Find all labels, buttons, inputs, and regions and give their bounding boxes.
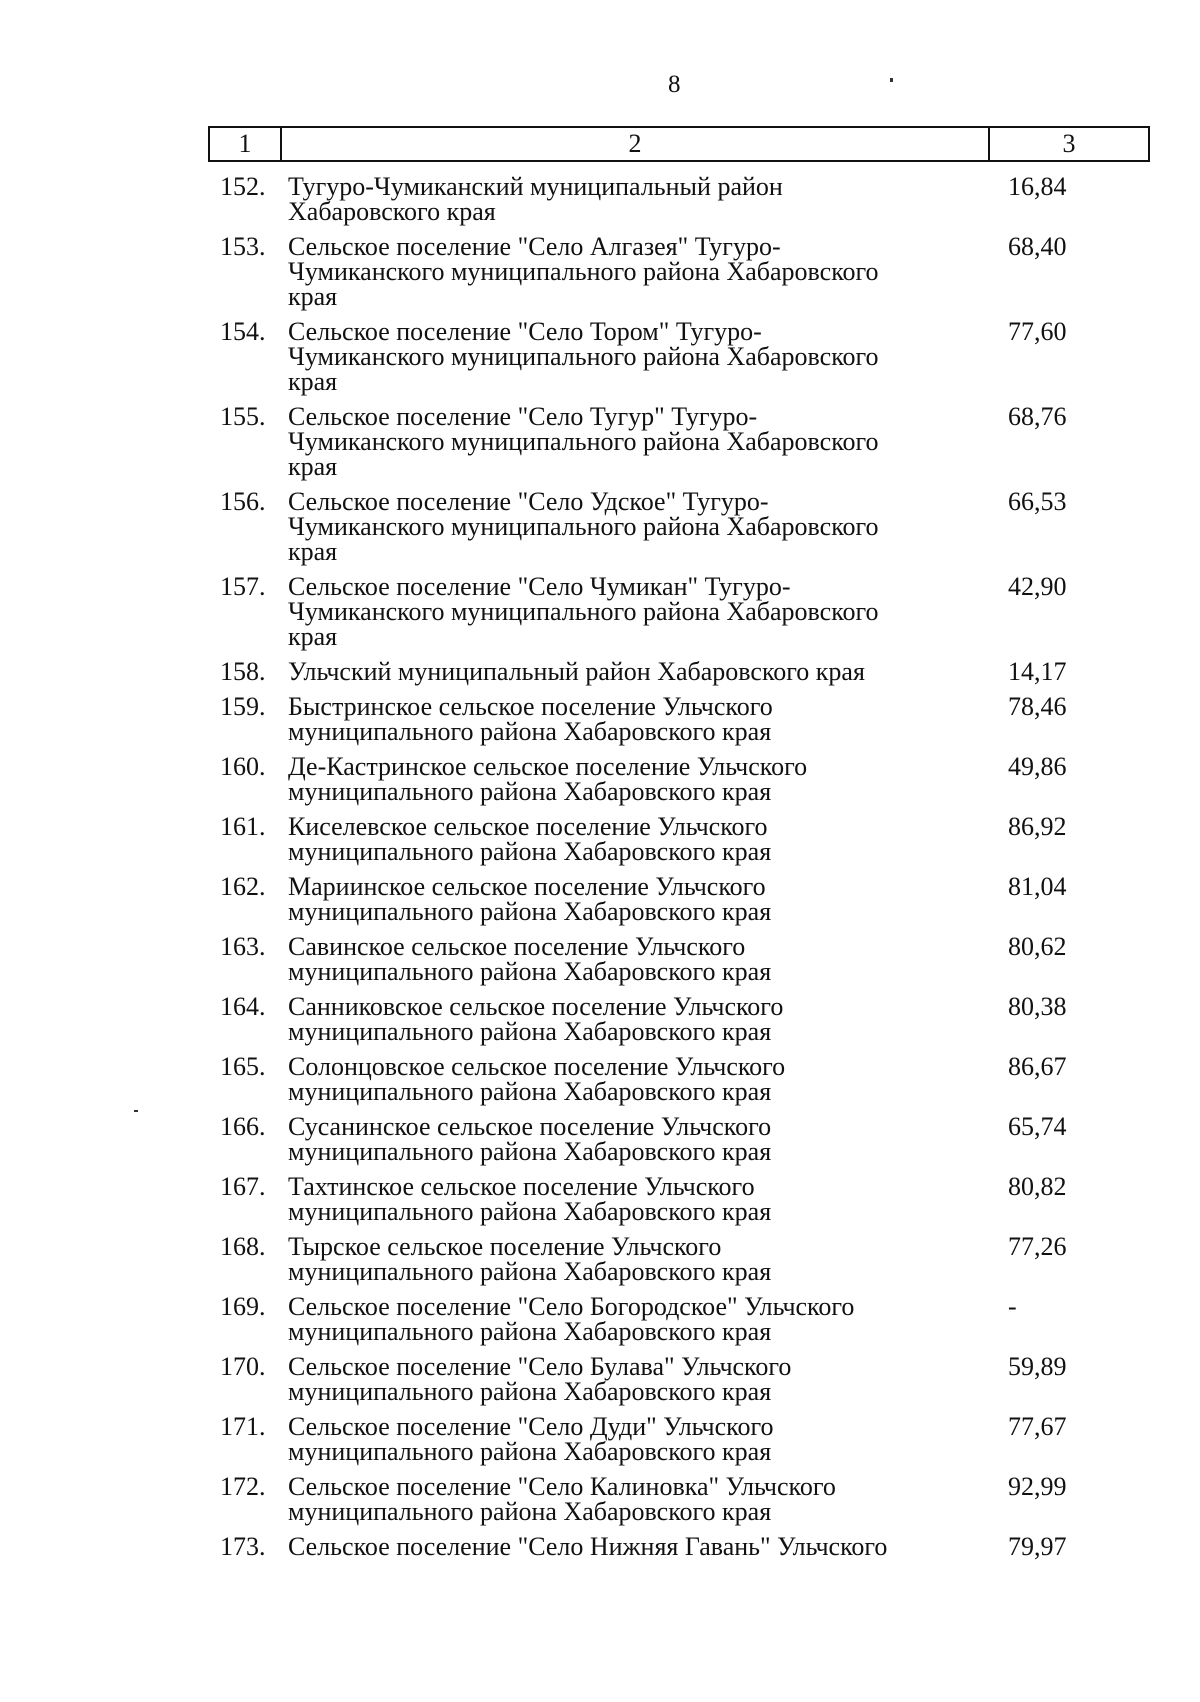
table-row [208, 1474, 1150, 1524]
row-number: 161. [220, 812, 266, 841]
row-number: 166. [220, 1112, 266, 1141]
table-header [208, 126, 1150, 162]
row-value: 68,76 [1008, 402, 1067, 431]
table-row [208, 814, 1150, 864]
table-row [208, 1294, 1150, 1344]
row-value: 81,04 [1008, 872, 1067, 901]
row-value: 59,89 [1008, 1352, 1067, 1381]
row-number: 158. [220, 657, 266, 686]
row-number: 162. [220, 872, 266, 901]
scan-speck [890, 78, 893, 82]
table-row [208, 1414, 1150, 1464]
row-name: Тахтинское сельское поселение Ульчского муниципального района Хабаровского края [288, 1172, 772, 1226]
table-row [208, 234, 1150, 309]
row-number: 152. [220, 172, 266, 201]
table-row [208, 754, 1150, 804]
row-value: 16,84 [1008, 172, 1067, 201]
table-row [208, 1114, 1150, 1164]
row-value: 68,40 [1008, 232, 1067, 261]
row-value: 79,97 [1008, 1532, 1067, 1561]
row-name: Сусанинское сельское поселение Ульчского муниципального района Хабаровского края [288, 1112, 772, 1166]
row-number: 156. [220, 487, 266, 516]
row-value: 92,99 [1008, 1472, 1067, 1501]
row-value: 80,62 [1008, 932, 1067, 961]
table-row [208, 994, 1150, 1044]
row-number: 163. [220, 932, 266, 961]
row-value: - [1008, 1292, 1017, 1321]
page-number: 8 [668, 71, 681, 98]
row-name: Быстринское сельское поселение Ульчского муниципального района Хабаровского края [288, 692, 773, 746]
row-name: Сельское поселение "Село Тором" Тугуро- Чумиканского муниципального района Хабаровского края [288, 317, 879, 396]
row-number: 168. [220, 1232, 266, 1261]
row-name: Киселевское сельское поселение Ульчского муниципального района Хабаровского края [288, 812, 772, 866]
row-name: Мариинское сельское поселение Ульчского муниципального района Хабаровского края [288, 872, 772, 926]
row-value: 42,90 [1008, 572, 1067, 601]
row-number: 153. [220, 232, 266, 261]
row-value: 49,86 [1008, 752, 1067, 781]
row-value: 86,67 [1008, 1052, 1067, 1081]
row-name: Тырское сельское поселение Ульчского муниципального района Хабаровского края [288, 1232, 772, 1286]
row-number: 170. [220, 1352, 266, 1381]
row-number: 160. [220, 752, 266, 781]
row-name: Солонцовское сельское поселение Ульчского муниципального района Хабаровского края [288, 1052, 786, 1106]
row-value: 77,60 [1008, 317, 1067, 346]
table-row [208, 1054, 1150, 1104]
header-col-1: 1 [210, 128, 282, 160]
row-number: 157. [220, 572, 266, 601]
table-row [208, 934, 1150, 984]
row-number: 164. [220, 992, 266, 1021]
row-value: 77,26 [1008, 1232, 1067, 1261]
row-value: 66,53 [1008, 487, 1067, 516]
row-number: 155. [220, 402, 266, 431]
table-row [208, 1354, 1150, 1404]
row-value: 80,82 [1008, 1172, 1067, 1201]
row-name: Санниковское сельское поселение Ульчского муниципального района Хабаровского края [288, 992, 784, 1046]
table-row [208, 404, 1150, 479]
row-number: 154. [220, 317, 266, 346]
row-name: Сельское поселение "Село Чумикан" Тугуро- Чумиканского муниципального района Хабаровского края [288, 572, 879, 651]
table-row [208, 1174, 1150, 1224]
row-name: Сельское поселение "Село Калиновка" Ульчского муниципального района Хабаровского края [288, 1472, 836, 1526]
row-name: Сельское поселение "Село Богородское" Ульчского муниципального района Хабаровского края [288, 1292, 855, 1346]
header-col-3: 3 [1062, 129, 1076, 158]
row-name: Сельское поселение "Село Тугур" Тугуро- Чумиканского муниципального района Хабаровского края [288, 402, 879, 481]
row-name: Савинское сельское поселение Ульчского муниципального района Хабаровского края [288, 932, 772, 986]
row-value: 65,74 [1008, 1112, 1067, 1141]
row-number: 167. [220, 1172, 266, 1201]
row-name: Сельское поселение "Село Нижняя Гавань" Ульчского [288, 1532, 888, 1561]
row-name: Сельское поселение "Село Удское" Тугуро- Чумиканского муниципального района Хабаровского края [288, 487, 879, 566]
row-name: Тугуро-Чумиканский муниципальный район Хабаровского края [288, 172, 783, 226]
row-number: 172. [220, 1472, 266, 1501]
table-row [208, 874, 1150, 924]
row-value: 14,17 [1008, 657, 1067, 686]
row-value: 86,92 [1008, 812, 1067, 841]
table-row [208, 319, 1150, 394]
row-name: Сельское поселение "Село Булава" Ульчского муниципального района Хабаровского края [288, 1352, 792, 1406]
row-name: Сельское поселение "Село Дуди" Ульчского муниципального района Хабаровского края [288, 1412, 774, 1466]
scan-speck [134, 1110, 138, 1112]
row-value: 78,46 [1008, 692, 1067, 721]
table-row [208, 694, 1150, 744]
table-body [208, 174, 1150, 1569]
table-row [208, 489, 1150, 564]
row-number: 173. [220, 1532, 266, 1561]
row-number: 159. [220, 692, 266, 721]
row-number: 171. [220, 1412, 266, 1441]
table-row [208, 1534, 1150, 1559]
table-row [208, 659, 1150, 684]
row-name: Де-Кастринское сельское поселение Ульчского муниципального района Хабаровского края [288, 752, 808, 806]
row-number: 165. [220, 1052, 266, 1081]
table-row [208, 574, 1150, 649]
header-col-2: 2 [282, 128, 990, 160]
row-number: 169. [220, 1292, 266, 1321]
row-value: 80,38 [1008, 992, 1067, 1021]
table-row [208, 174, 1150, 224]
row-name: Сельское поселение "Село Алгазея" Тугуро- Чумиканского муниципального района Хабаровского края [288, 232, 879, 311]
row-value: 77,67 [1008, 1412, 1067, 1441]
row-name: Ульчский муниципальный район Хабаровского края [288, 657, 865, 686]
table-row [208, 1234, 1150, 1284]
